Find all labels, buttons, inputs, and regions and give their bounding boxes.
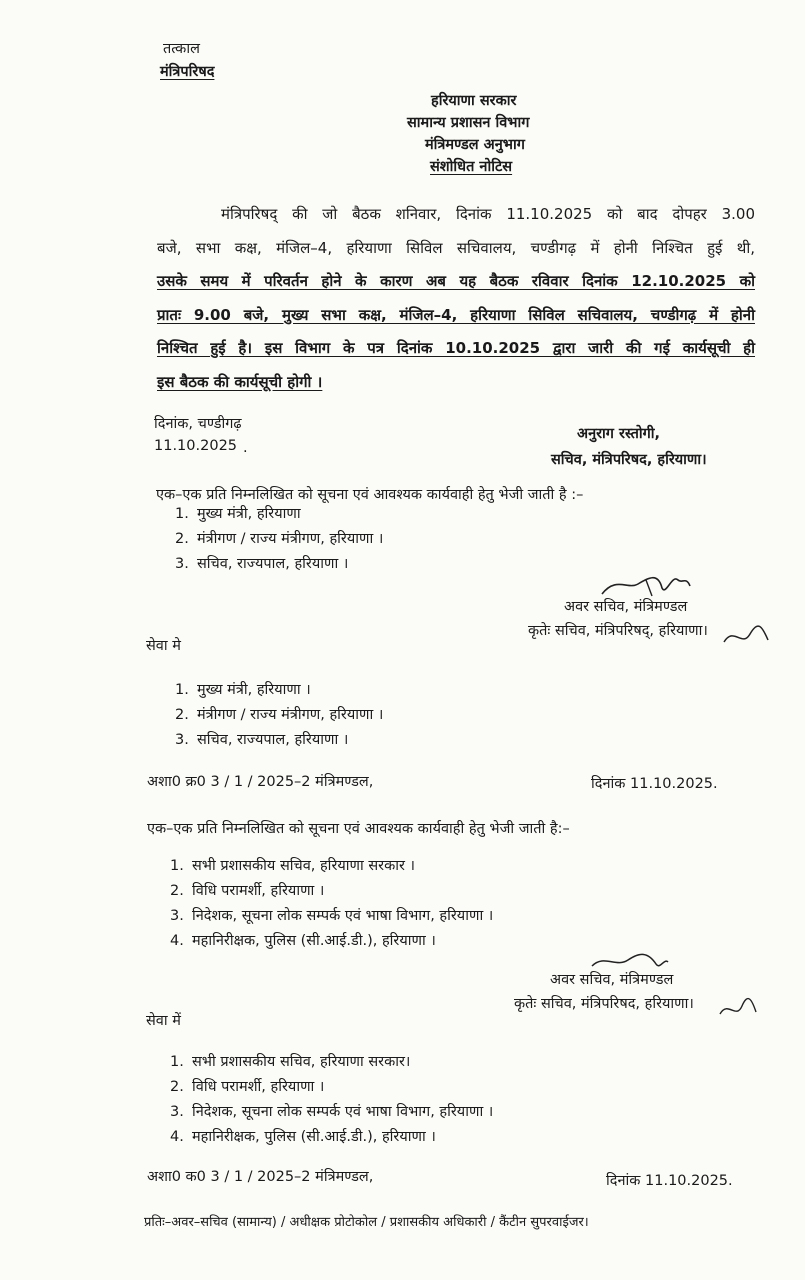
list-item: 3. सचिव, राज्यपाल, हरियाणा । <box>175 556 349 572</box>
distribution-list <box>175 502 383 577</box>
seva-list <box>175 678 383 753</box>
reference-number: अशा0 क्र0 3 / 1 / 2025–2 मंत्रिमण्डल, <box>147 774 374 790</box>
on-behalf-line: कृतेः सचिव, मंत्रिपरिषद्, हरियाणा। <box>528 623 708 639</box>
notice-line-highlighted: इस बैठक की कार्यसूची होगी । <box>157 372 323 391</box>
urgent-label: तत्काल <box>163 41 200 57</box>
place-date: 11.10.2025 <box>154 438 238 454</box>
distribution-intro: एक–एक प्रति निम्नलिखित को सूचना एवं आवश्यक कार्यवाही हेतु भेजी जाती है :– <box>156 487 584 503</box>
seva-label: सेवा में <box>146 1013 181 1029</box>
reference-date: दिनांक 11.10.2025. <box>606 1173 733 1189</box>
under-secretary-line: अवर सचिव, मंत्रिमण्डल <box>564 599 688 615</box>
list-item: 1. सभी प्रशासकीय सचिव, हरियाणा सरकार । <box>170 858 416 874</box>
seva-list <box>170 1050 493 1150</box>
list-item: 2. मंत्रीगण / राज्य मंत्रीगण, हरियाणा । <box>175 531 384 547</box>
council-label: मंत्रिपरिषद <box>160 64 215 80</box>
list-item: 3. निदेशक, सूचना लोक सम्पर्क एवं भाषा विभाग, हरियाणा । <box>170 1104 494 1120</box>
list-item: 4. महानिरीक्षक, पुलिस (सी.आई.डी.), हरियाणा । <box>170 1129 436 1145</box>
stray-dot: . <box>243 440 248 456</box>
notice-line: मंत्रिपरिषद् की जो बैठक शनिवार, दिनांक 11.10.2025 को बाद दोपहर 3.00 <box>221 205 755 223</box>
section-heading: मंत्रिमण्डल अनुभाग <box>425 137 525 153</box>
reference-date: दिनांक 11.10.2025. <box>591 776 718 792</box>
notice-title: संशोधित नोटिस <box>430 159 513 175</box>
notice-line-highlighted: निश्चित हुई है। इस विभाग के पत्र दिनांक 10.10.2025 द्वारा जारी की गई कार्यसूची ही <box>157 339 755 357</box>
notice-line-highlighted: उसके समय में परिवर्तन होने के कारण अब यह बैठक रविवार दिनांक 12.10.2025 को <box>157 272 755 290</box>
on-behalf-line: कृतेः सचिव, मंत्रिपरिषद, हरियाणा। <box>514 996 694 1012</box>
list-item: 2. मंत्रीगण / राज्य मंत्रीगण, हरियाणा । <box>175 707 384 723</box>
distribution-list <box>170 854 493 954</box>
distribution-intro: एक–एक प्रति निम्नलिखित को सूचना एवं आवश्यक कार्यवाही हेतु भेजी जाती है:– <box>147 821 570 837</box>
signature-flourish <box>722 622 772 652</box>
list-item: 1. मुख्य मंत्री, हरियाणा । <box>175 682 311 698</box>
list-item: 3. निदेशक, सूचना लोक सम्पर्क एवं भाषा विभाग, हरियाणा । <box>170 908 494 924</box>
list-item: 2. विधि परामर्शी, हरियाणा । <box>170 883 325 899</box>
under-secretary-line: अवर सचिव, मंत्रिमण्डल <box>550 972 674 988</box>
copy-to-line: प्रतिः–अवर–सचिव (सामान्य) / अधीक्षक प्रोटोकोल / प्रशासकीय अधिकारी / कैंटीन सुपरवाईजर। <box>144 1215 589 1230</box>
notice-line: बजे, सभा कक्ष, मंजिल–4, हरियाणा सिविल सचिवालय, चण्डीगढ़ में होनी निश्चित हुई थी, <box>157 238 755 257</box>
seva-label: सेवा मे <box>146 638 181 654</box>
signatory-name: अनुराग रस्तोगी, <box>577 426 661 442</box>
signatory-designation: सचिव, मंत्रिपरिषद, हरियाणा। <box>551 452 707 468</box>
list-item: 4. महानिरीक्षक, पुलिस (सी.आई.डी.), हरियाणा । <box>170 933 436 949</box>
list-item: 1. सभी प्रशासकीय सचिव, हरियाणा सरकार। <box>170 1054 411 1070</box>
notice-paragraph <box>157 198 755 399</box>
department-heading: सामान्य प्रशासन विभाग <box>407 115 530 131</box>
place-label: दिनांक, चण्डीगढ़ <box>154 416 242 432</box>
list-item: 3. सचिव, राज्यपाल, हरियाणा । <box>175 732 349 748</box>
list-item: 2. विधि परामर्शी, हरियाणा । <box>170 1079 325 1095</box>
list-item: 1. मुख्य मंत्री, हरियाणा <box>175 506 301 522</box>
govt-heading: हरियाणा सरकार <box>431 93 517 109</box>
reference-number: अशा0 क0 3 / 1 / 2025–2 मंत्रिमण्डल, <box>147 1169 374 1185</box>
signature-flourish <box>718 996 758 1024</box>
notice-line-highlighted: प्रातः 9.00 बजे, मुख्य सभा कक्ष, मंजिल–4, हरियाणा सिविल सचिवालय, चण्डीगढ़ में होनी <box>157 305 755 324</box>
